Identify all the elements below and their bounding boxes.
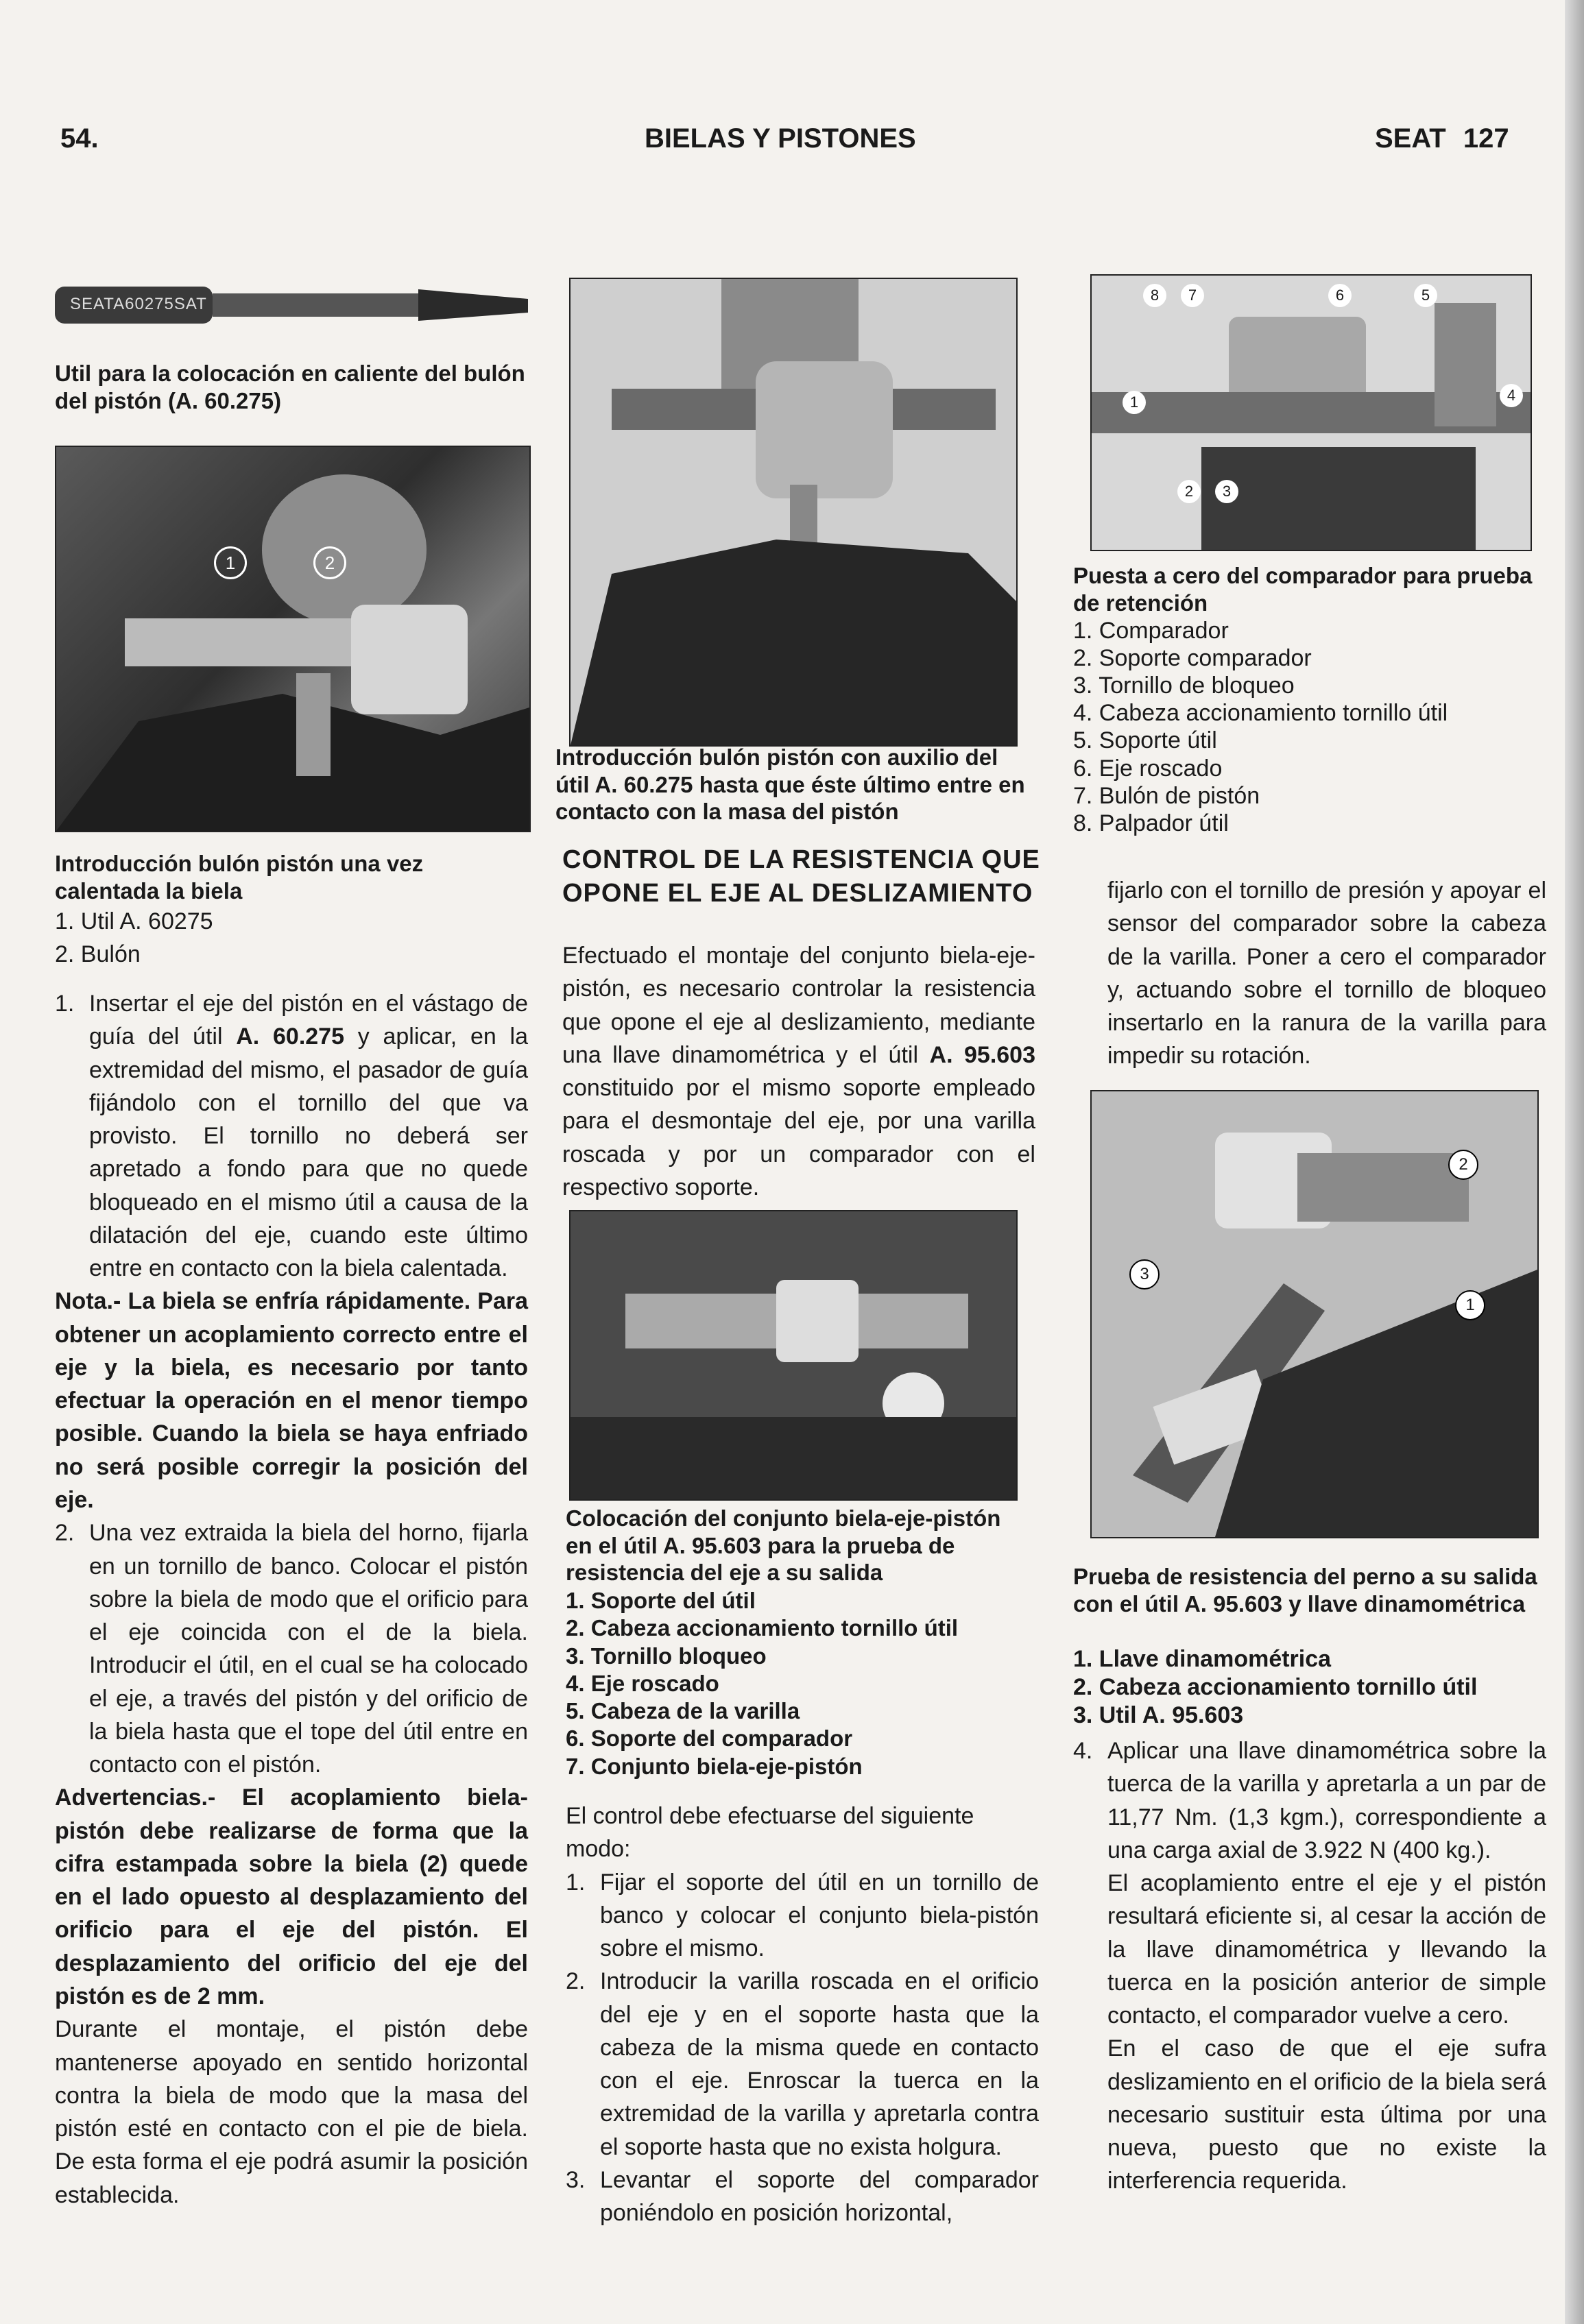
photo3-caption: Colocación del conjunto biela-eje-pistón en el útil A. 95.603 para la prueba de resistencia del eje a su salida — [566, 1505, 1001, 1586]
brand-label — [1375, 123, 1509, 154]
photo-callout-2: 2 — [313, 546, 346, 579]
photo3-legend — [566, 1587, 1032, 1780]
callout-6: 6 — [1328, 284, 1352, 307]
tool-image — [55, 274, 528, 336]
photo-piston-insertion-tool — [569, 278, 1018, 747]
legend-item: 5. Cabeza de la varilla — [566, 1698, 800, 1723]
intro-text: constituido por el mismo soporte empleado para el desmontaje del eje, por una varilla roscada y por un comparador con el respectivo soporte. — [562, 1075, 1035, 1200]
legend-item: 4. Cabeza accionamiento tornillo útil — [1073, 700, 1448, 727]
model: 127 — [1463, 123, 1509, 154]
legend-item: 2. Soporte comparador — [1073, 645, 1312, 672]
legend-item: 1. Soporte del útil — [566, 1588, 756, 1613]
photo5-caption: Prueba de resistencia del perno a su salida con el útil A. 95.603 y llave dinamométrica — [1073, 1564, 1537, 1617]
step-text: Fijar el soporte del útil en un tornillo de banco y colocar el conjunto biela-pistón sobre el mismo. — [600, 1869, 1039, 1962]
legend-item: 6. Eje roscado — [1073, 755, 1223, 782]
legend-item: 2. Cabeza accionamiento tornillo útil — [566, 1615, 959, 1641]
legend-item: 1. Comparador — [1073, 618, 1229, 644]
legend-item: 2. Bulón — [55, 941, 141, 968]
callout-4: 4 — [1500, 384, 1523, 407]
brand: SEAT — [1375, 123, 1446, 154]
step-number: 3. — [566, 2166, 586, 2193]
callout-8: 8 — [1143, 284, 1166, 307]
photo-comparator-zeroing — [1090, 274, 1532, 551]
replacement-paragraph: En el caso de que el eje sufra deslizamiento en el orificio de la biela será necesario sustituir esta última por una nueva, puesto que no existe la interferencia requerida. — [1107, 2035, 1546, 2194]
photo5-legend — [1073, 1645, 1546, 1729]
step-4 — [1073, 1734, 1546, 1867]
step-text: Una vez extraida la biela del horno, fijarla en un tornillo de banco. Colocar el pistón sobre la biela de modo que el orificio para el eje coincida con el de la biela. Introducir el útil, en el cual se ha colocado el eje, a través del pistón y del orificio de la biela hasta que el tope del útil entre en contacto con el pistón. — [89, 1520, 528, 1778]
section-title: CONTROL DE LA RESISTENCIA QUE OPONE EL EJE AL DESLIZAMIENTO — [562, 845, 1040, 908]
legend-item: 5. Soporte útil — [1073, 727, 1217, 754]
col3-text — [1073, 1734, 1546, 2198]
result-paragraph: El acoplamiento entre el eje y el pistón resultará eficiente si, al cesar la acción de la llave dinamométrica y llevando la tuerca en la posición anterior de simple contacto, el comparador vuelve a cero. — [1107, 1870, 1546, 2029]
legend-item: 3. Tornillo bloqueo — [566, 1643, 767, 1669]
control-step — [566, 2164, 1039, 2230]
legend-item: 7. Conjunto biela-eje-pistón — [566, 1753, 863, 1779]
photo1-caption: Introducción bulón pistón una vez calentada la biela — [55, 851, 424, 904]
step-1 — [55, 987, 528, 1285]
callout-2: 2 — [1448, 1150, 1478, 1180]
page-edge — [1565, 0, 1584, 2324]
tool-ref: A. 95.603 — [929, 1041, 1035, 1068]
legend-item: 3. Tornillo de bloqueo — [1073, 673, 1295, 699]
legend-item: 4. Eje roscado — [566, 1670, 719, 1696]
callout-5: 5 — [1414, 284, 1437, 307]
callout-1: 1 — [1123, 391, 1146, 414]
advertencias-paragraph: Advertencias.- El acoplamiento biela-pistón debe realizarse de forma que la cifra estampada sobre la biela (2) quede en el lado opuesto al desplazamiento del orificio para el eje del pistón. El desplazamiento del orificio del eje del pistón es de 2 mm. — [55, 1784, 528, 2009]
intro-text: Efectuado el montaje del conjunto biela-eje-pistón, es necesario controlar la resistencia que opone el eje al deslizamiento, mediante una llave dinamométrica y el útil — [562, 943, 1035, 1068]
control-intro: El control debe efectuarse del siguiente modo: — [566, 1803, 974, 1863]
photo4-legend — [1073, 617, 1546, 837]
photo2-caption: Introducción bulón pistón con auxilio del útil A. 60.275 hasta que éste último entre en contacto con la masa del pistón — [555, 745, 1025, 825]
step-text: y aplicar, en la extremidad del mismo, el pasador de guía fijándolo con el tornillo del que va provisto. El tornillo no deberá ser apretado a fondo para que no quede bloqueado en el mismo útil a causa de la dilatación del eje, cuando este último entre en contacto con la biela calentada. — [89, 1024, 528, 1282]
callout-2: 2 — [1177, 480, 1201, 503]
photo-assembly-on-tool — [569, 1210, 1018, 1501]
legend-item: 3. Util A. 95.603 — [1073, 1702, 1244, 1728]
step-2 — [55, 1516, 528, 1781]
photo-piston-insertion-heated — [55, 446, 531, 832]
final-paragraph: Durante el montaje, el pistón debe mantenerse apoyado en sentido horizontal contra la biela de modo que la masa del pistón esté en contacto con el pie de biela. De esta forma el eje podrá asumir la posición establecida. — [55, 2016, 528, 2208]
tool-ref: A. 60.275 — [236, 1024, 344, 1050]
step-text: Aplicar una llave dinamométrica sobre la tuerca de la varilla y apretarla a un par de 11,77 Nm. (1,3 kgm.), correspondiente a una carga axial de 3.922 N (400 kg.). — [1107, 1738, 1546, 1863]
callout-3: 3 — [1129, 1259, 1160, 1290]
photo4-caption: Puesta a cero del comparador para prueba de retención — [1073, 563, 1533, 616]
callout-7: 7 — [1181, 284, 1204, 307]
step-number: 4. — [1073, 1738, 1093, 1764]
col1-text — [55, 987, 528, 2212]
chapter-title: BIELAS Y PISTONES — [645, 123, 916, 154]
continuation-text: fijarlo con el tornillo de presión y apoyar el sensor del comparador sobre la cabeza de la varilla. Poner a cero el comparador y, actuando sobre el tornillo de bloqueo insertarlo en la ranura de la varilla para impedir su rotación. — [1107, 877, 1546, 1069]
callout-3: 3 — [1215, 480, 1238, 503]
legend-item: 7. Bulón de pistón — [1073, 782, 1260, 809]
control-step — [566, 1965, 1039, 2164]
photo1-legend — [55, 905, 528, 971]
page-number: 54. — [60, 123, 99, 154]
step-number: 2. — [566, 1968, 586, 1995]
step-number: 1. — [55, 991, 75, 1017]
legend-item: 2. Cabeza accionamiento tornillo útil — [1073, 1673, 1478, 1700]
legend-item: 8. Palpador útil — [1073, 810, 1229, 836]
section-intro — [562, 939, 1035, 1204]
tool-marking: SEATA60275SAT — [70, 295, 207, 313]
step-text: Introducir la varilla roscada en el orificio del eje y en el soporte hasta que la cabeza de la misma quede en contacto con el eje. Enroscar la tuerca en la extremidad de la varilla y apretarla contra el soporte hasta que no exista holgura. — [600, 1968, 1039, 2160]
callout-1: 1 — [1455, 1290, 1485, 1320]
photo-callout-1: 1 — [214, 546, 247, 579]
step-text: Insertar el eje del pistón en el vástago de guía del útil — [89, 991, 528, 1050]
control-procedure — [566, 1800, 1039, 2229]
legend-item: 1. Llave dinamométrica — [1073, 1646, 1332, 1672]
nota-paragraph: Nota.- La biela se enfría rápidamente. Para obtener un acoplamiento correcto entre el eje y la biela, es necesario por tanto efectuar la operación en el menor tiempo posible. Cuando la biela se haya enfriado no será posible corregir la posición del eje. — [55, 1288, 528, 1513]
legend-item: 6. Soporte del comparador — [566, 1726, 853, 1752]
control-step — [566, 1866, 1039, 1965]
step-text: Levantar el soporte del comparador poniéndolo en posición horizontal, — [600, 2166, 1039, 2227]
step-number: 1. — [566, 1869, 586, 1896]
step-number: 2. — [55, 1520, 75, 1547]
legend-item: 1. Util A. 60275 — [55, 908, 213, 934]
photo-resistance-test — [1090, 1090, 1539, 1538]
tool-caption: Util para la colocación en caliente del bulón del pistón (A. 60.275) — [55, 361, 525, 413]
